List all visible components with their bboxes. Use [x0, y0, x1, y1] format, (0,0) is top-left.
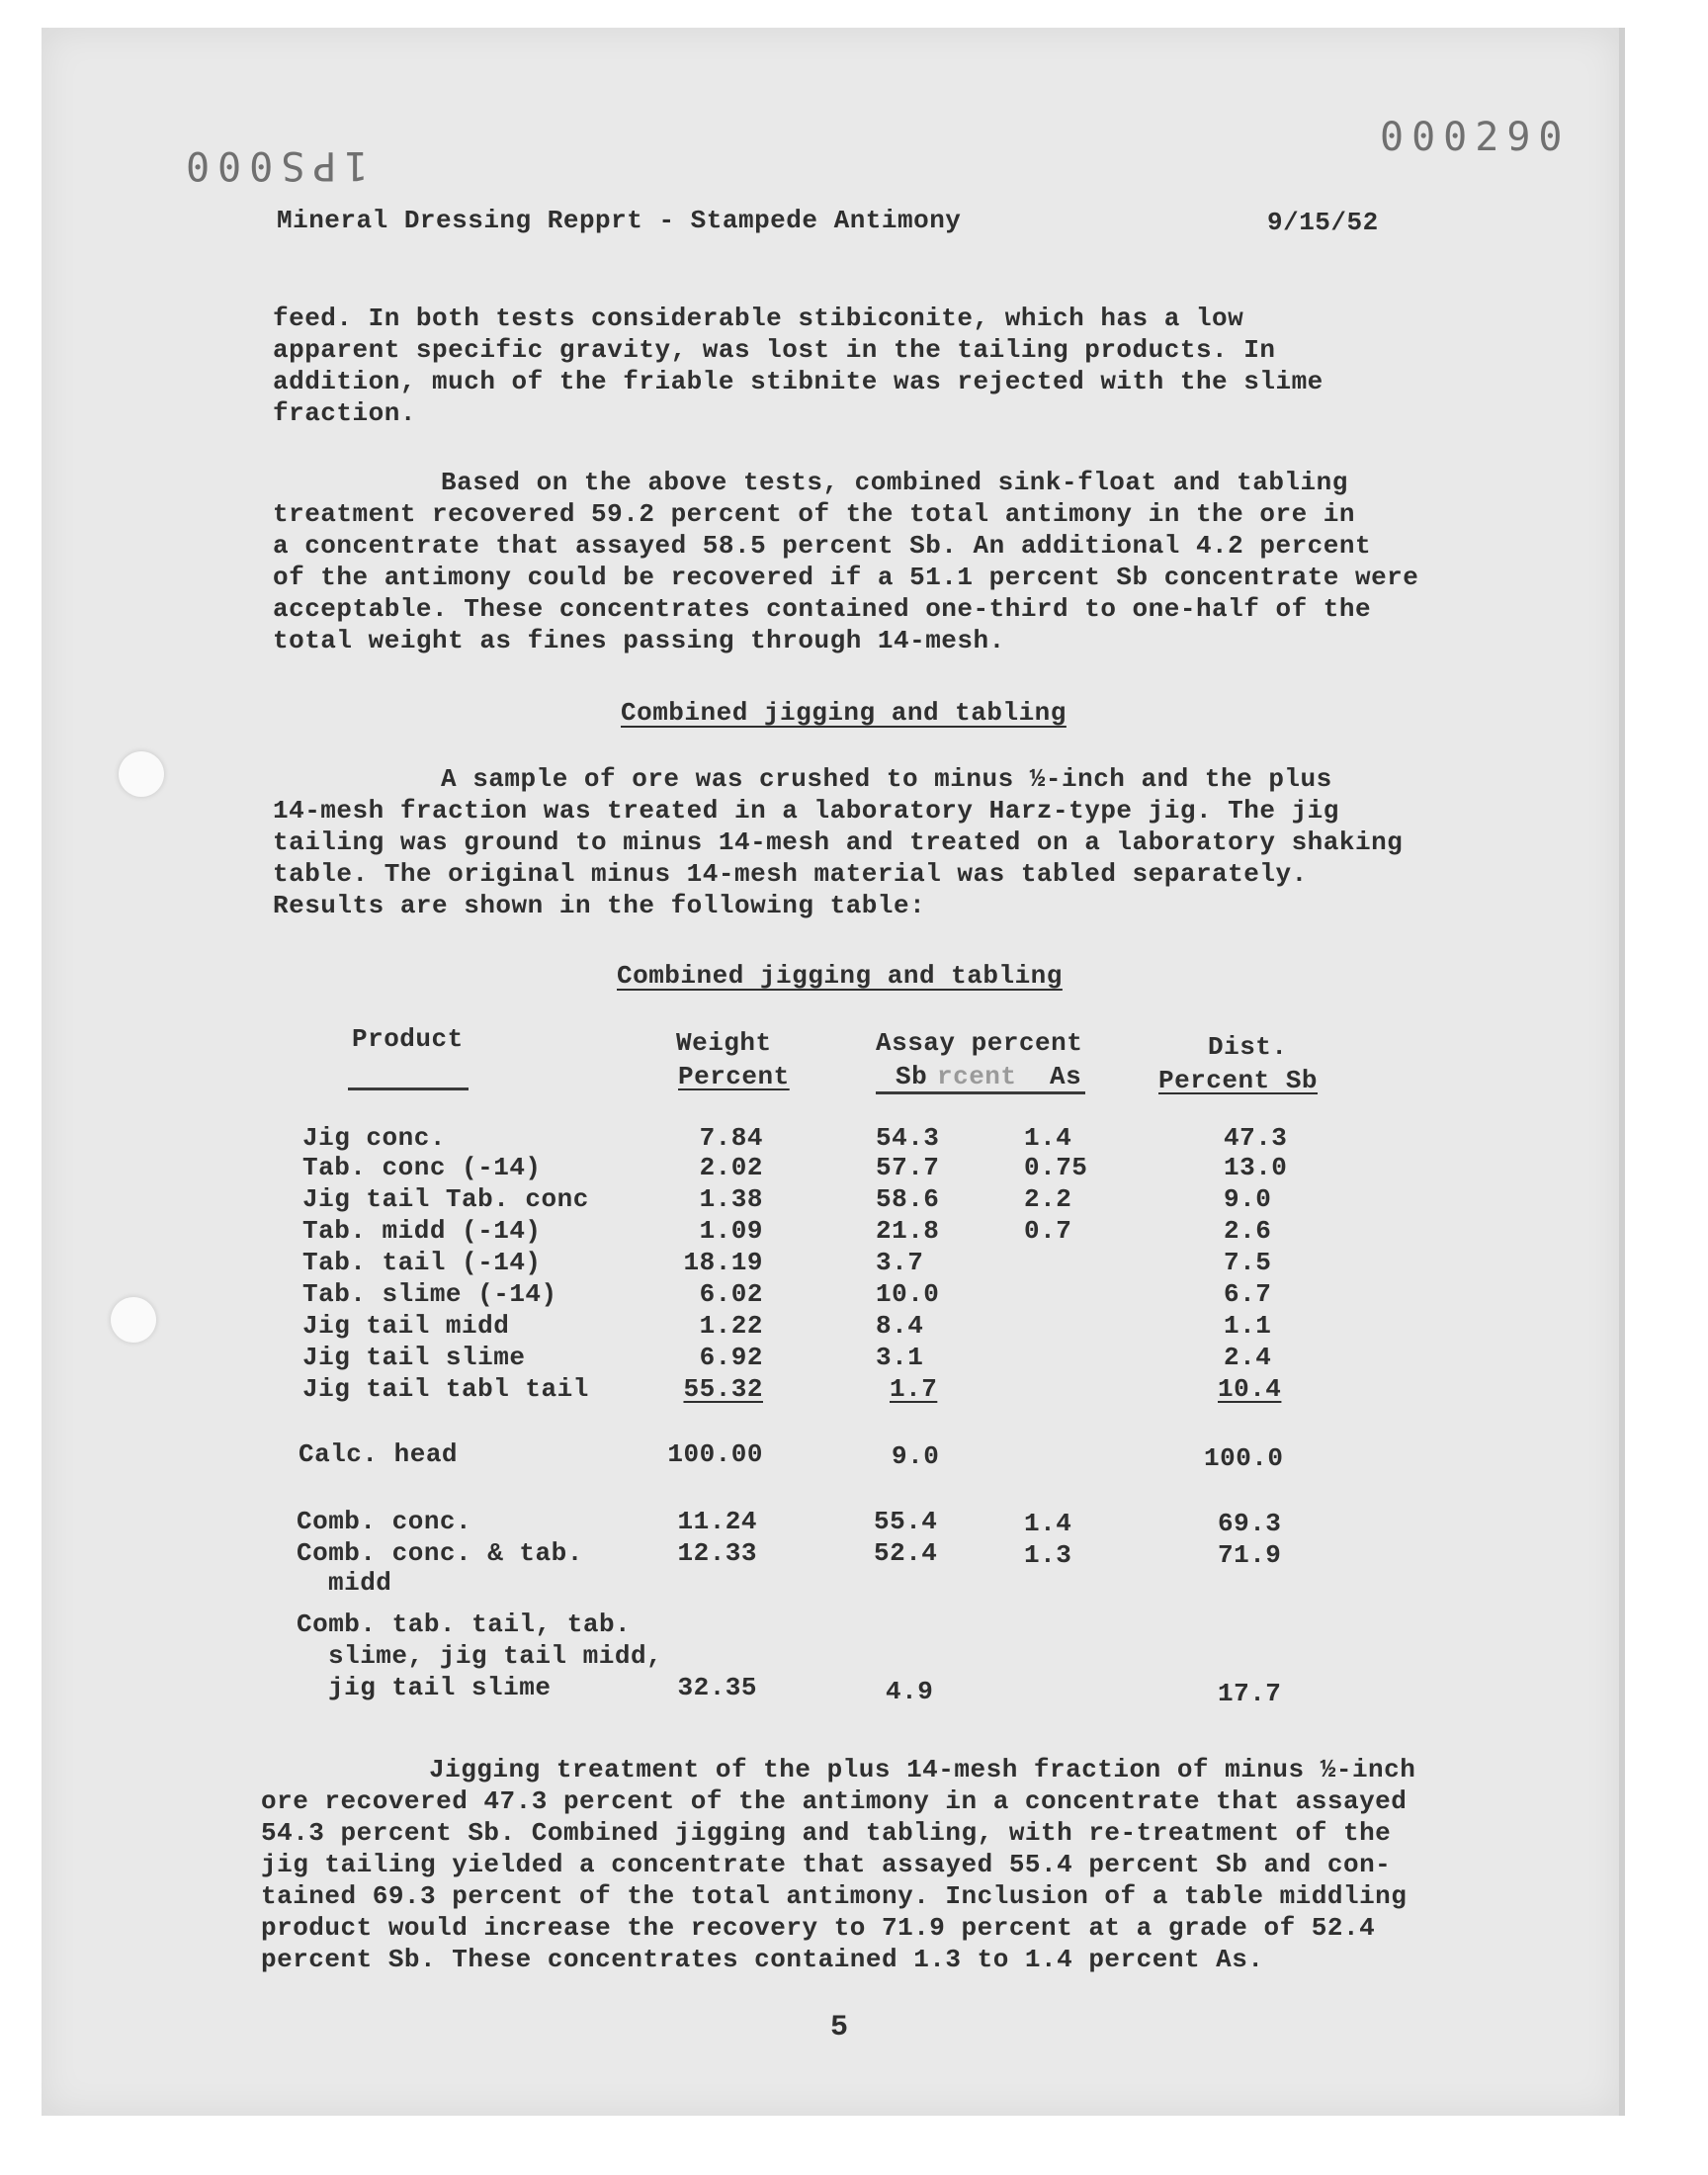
col-header-product: Product	[352, 1024, 464, 1054]
row-sb: 21.8	[876, 1216, 940, 1246]
row-sb: 1.7	[890, 1374, 938, 1404]
row-dist: 7.5	[1224, 1248, 1272, 1277]
row-dist: 2.6	[1224, 1216, 1272, 1246]
row-dist: 10.4	[1218, 1374, 1282, 1404]
paragraph-1: feed. In both tests considerable stibiconite, which has a low apparent specific gravity, was lost in the tailing products. In addition, much of the friable stibnite was rejected with the slime fraction.	[273, 304, 1324, 428]
row-sb: 54.3	[876, 1123, 940, 1153]
row-sb: 3.7	[876, 1248, 924, 1277]
row-product-cont: midd	[328, 1568, 392, 1598]
row-dist: 9.0	[1224, 1184, 1272, 1214]
paragraph-2: Based on the above tests, combined sink-float and tabling treatment recovered 59.2 percent of the total antimony in the ore in a concentrate that assayed 58.5 percent Sb. An additional 4.2 percent of the antimony could be recovered if a 51.1 percent Sb concentrate were acceptable. These concentrates contained one-third to one-half of the total weight as fines passing through 14-mesh.	[273, 468, 1419, 655]
row-dist: 69.3	[1218, 1509, 1282, 1538]
row-product: Tab. conc (-14)	[302, 1153, 542, 1182]
row-weight: 2.02	[699, 1153, 763, 1182]
row-sb: 57.7	[876, 1153, 940, 1182]
row-sb: 58.6	[876, 1184, 940, 1214]
row-weight: 1.38	[699, 1184, 763, 1214]
row-dist: 17.7	[1218, 1679, 1282, 1708]
stamp-number-left: 1PS000	[178, 142, 369, 188]
row-as: 1.4	[1024, 1509, 1072, 1538]
col-header-assay-as: As	[1050, 1062, 1082, 1091]
row-product: Jig tail tabl tail	[302, 1374, 589, 1404]
row-weight: 6.02	[699, 1279, 763, 1309]
row-sb: 10.0	[876, 1279, 940, 1309]
row-product: Tab. tail (-14)	[302, 1248, 542, 1277]
stamp-number-right: 000290	[1380, 115, 1571, 160]
row-product: Comb. conc. & tab.	[297, 1538, 583, 1568]
row-weight: 32.35	[677, 1673, 757, 1702]
row-dist: 47.3	[1224, 1123, 1288, 1153]
section-heading: Combined jigging and tabling	[621, 698, 1067, 728]
punch-hole-bottom	[111, 1297, 156, 1343]
row-product: Tab. midd (-14)	[302, 1216, 542, 1246]
row-dist: 2.4	[1224, 1343, 1272, 1372]
row-product: Jig conc.	[302, 1123, 446, 1153]
punch-hole-top	[119, 751, 164, 797]
row-dist: 100.0	[1204, 1443, 1284, 1473]
page-number: 5	[830, 2011, 849, 2044]
page-header-date: 9/15/52	[1267, 208, 1379, 237]
row-as: 0.75	[1024, 1153, 1088, 1182]
col-header-weight-1: Weight	[676, 1028, 772, 1058]
row-weight: 6.92	[699, 1343, 763, 1372]
col-header-weight-2: Percent	[678, 1062, 790, 1091]
row-weight: 18.19	[683, 1248, 763, 1277]
row-sb: 4.9	[886, 1677, 934, 1706]
row-product: Tab. slime (-14)	[302, 1279, 557, 1309]
row-sb: 8.4	[876, 1311, 924, 1341]
row-weight: 1.22	[699, 1311, 763, 1341]
row-weight: 100.00	[667, 1439, 763, 1469]
paragraph-3: A sample of ore was crushed to minus ½-inch and the plus 14-mesh fraction was treated in a laboratory Harz-type jig. The jig tailing was ground to minus 14-mesh and treated on a laboratory shaking table. The original minus 14-mesh material was tabled separately. Results are shown in the following table:	[273, 764, 1404, 920]
row-dist: 6.7	[1224, 1279, 1272, 1309]
row-sb: 3.1	[876, 1343, 924, 1372]
row-weight: 7.84	[699, 1123, 763, 1153]
paper-edge	[1619, 28, 1625, 2116]
page-header-title: Mineral Dressing Repprt - Stampede Antimony	[277, 206, 962, 235]
row-sb: 55.4	[874, 1507, 938, 1536]
row-product: Comb. conc.	[297, 1507, 472, 1536]
row-weight: 55.32	[683, 1374, 763, 1404]
row-product: Jig tail midd	[302, 1311, 510, 1341]
col-header-dist-2: Percent Sb	[1158, 1066, 1319, 1095]
row-weight: 1.09	[699, 1216, 763, 1246]
assay-header-rule	[876, 1091, 1085, 1094]
row-product-cont: jig tail slime	[328, 1673, 552, 1702]
row-as: 1.4	[1024, 1123, 1072, 1153]
row-product: Jig tail slime	[302, 1343, 526, 1372]
row-sb: 52.4	[874, 1538, 938, 1568]
row-product: Jig tail Tab. conc	[302, 1184, 589, 1214]
row-dist: 71.9	[1218, 1540, 1282, 1570]
row-weight: 11.24	[677, 1507, 757, 1536]
row-product-cont: slime, jig tail midd,	[328, 1641, 663, 1671]
col-header-dist-1: Dist.	[1208, 1032, 1288, 1062]
row-as: 2.2	[1024, 1184, 1072, 1214]
col-header-assay: Assay percent	[876, 1028, 1083, 1058]
row-dist: 13.0	[1224, 1153, 1288, 1182]
row-sb: 9.0	[892, 1441, 940, 1471]
row-weight: 12.33	[677, 1538, 757, 1568]
col-header-assay-bleed: rcent	[937, 1062, 1017, 1091]
col-header-assay-sb: Sb	[896, 1062, 928, 1091]
row-product: Comb. tab. tail, tab.	[297, 1610, 632, 1639]
table-caption: Combined jigging and tabling	[617, 961, 1063, 991]
product-header-rule	[348, 1088, 469, 1090]
row-as: 0.7	[1024, 1216, 1072, 1246]
paragraph-4: Jigging treatment of the plus 14-mesh fraction of minus ½-inch ore recovered 47.3 percent of the antimony in a concentrate that assayed 54.3 percent Sb. Combined jigging and tabling, with re-treatment of the jig tailing yielded a concentrate that assayed 55.4 percent Sb and con- tained 69.3 percent of the total antimony. Inclusion of a table middling product would increase the recovery to 71.9 percent at a grade of 52.4 percent Sb. These concentrates contained 1.3 to 1.4 percent As.	[261, 1755, 1416, 1974]
row-product: Calc. head	[299, 1439, 459, 1469]
row-as: 1.3	[1024, 1540, 1072, 1570]
row-dist: 1.1	[1224, 1311, 1272, 1341]
